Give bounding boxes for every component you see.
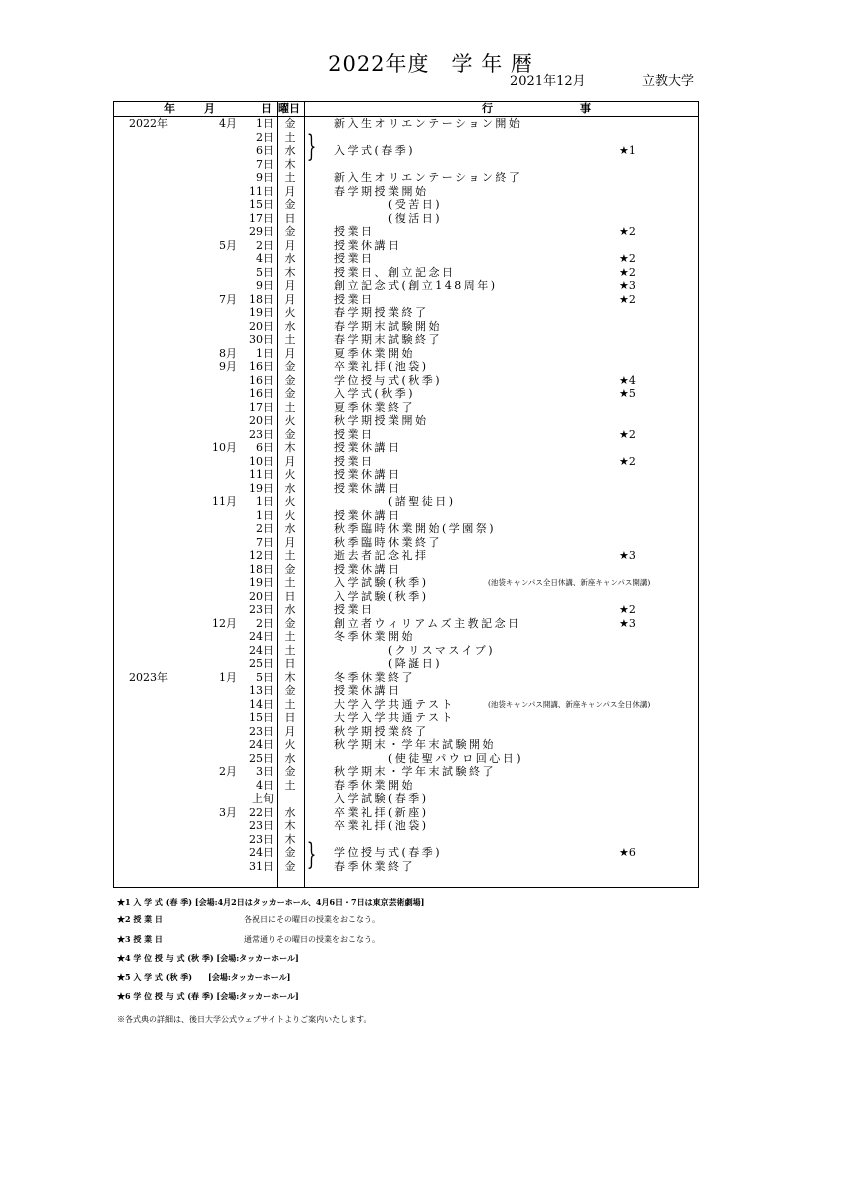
day-cell: 1日: [256, 508, 274, 522]
weekday-cell: 火: [284, 508, 296, 522]
weekday-cell: 木: [284, 832, 296, 846]
table-row: [114, 779, 698, 793]
weekday-cell: 月: [284, 454, 296, 468]
day-cell: 19日: [249, 306, 274, 319]
table-row: [114, 495, 698, 509]
weekday-cell: 金: [284, 117, 296, 130]
table-row: [114, 198, 698, 212]
weekday-cell: 月: [284, 292, 296, 306]
event-cell: (諸聖徒日): [334, 495, 456, 508]
event-cell: 新入生オリエンテーション開始: [334, 117, 523, 130]
footnote-desc: 通常通りその曜日の授業をおこなう。: [244, 935, 380, 944]
header-dow: 曜日: [278, 102, 300, 115]
day-cell: 24日: [249, 643, 274, 657]
table-row: [114, 752, 698, 766]
weekday-cell: 水: [284, 252, 296, 265]
weekday-cell: 月: [284, 184, 296, 198]
year-cell: 2022年: [129, 117, 168, 130]
footnote-label: ★3 授 業 日: [117, 934, 163, 944]
event-cell: 創立者ウィリアムズ主教記念日: [334, 616, 522, 630]
weekday-cell: 金: [284, 765, 296, 778]
table-row: [114, 225, 698, 239]
event-cell: 秋学期授業終了: [334, 724, 429, 738]
weekday-cell: 金: [284, 846, 296, 859]
day-cell: 2日: [256, 522, 274, 535]
star-cell: ★2: [619, 265, 636, 279]
day-cell: 25日: [249, 751, 274, 765]
day-cell: 6日: [256, 441, 274, 454]
brace-mark: }: [306, 837, 317, 872]
event-cell: 入学試験(春季): [334, 792, 429, 805]
header-year: 年: [164, 102, 175, 115]
day-cell: 12日: [249, 549, 274, 562]
footnote-remark: ※各式典の詳細は、後日大学公式ウェブサイトよりご案内いたします。: [117, 1015, 372, 1024]
month-cell: 12月: [212, 616, 237, 630]
month-cell: 7月: [219, 292, 237, 306]
note-cell: (池袋キャンパス開講、新座キャンパス全日休講): [488, 699, 651, 709]
day-cell: 5日: [256, 265, 274, 279]
day-cell: 14日: [249, 697, 274, 711]
event-cell: 冬季休業終了: [334, 670, 415, 684]
event-cell: 授業日: [334, 292, 375, 306]
day-cell: 2日: [256, 616, 274, 630]
star-cell: ★4: [619, 373, 636, 387]
day-cell: 4日: [256, 778, 274, 792]
table-row: [114, 603, 698, 617]
day-cell: 23日: [249, 819, 274, 832]
weekday-cell: 火: [284, 306, 296, 319]
day-cell: 20日: [249, 589, 274, 603]
table-row: [114, 387, 698, 401]
weekday-cell: 水: [284, 805, 296, 819]
day-cell: 15日: [249, 198, 274, 211]
weekday-cell: 木: [284, 670, 296, 684]
table-row: [114, 563, 698, 577]
day-cell: 18日: [249, 292, 274, 306]
day-cell: 18日: [249, 562, 274, 576]
day-cell: 23日: [249, 832, 274, 846]
event-cell: 秋季臨時休業終了: [334, 535, 442, 549]
table-row: [114, 468, 698, 482]
event-cell: 逝去者記念礼拝: [334, 549, 429, 562]
day-cell: 30日: [249, 333, 274, 346]
table-row: [114, 455, 698, 469]
day-cell: 上旬: [252, 792, 274, 805]
day-cell: 11日: [249, 468, 274, 481]
weekday-cell: 土: [284, 778, 296, 792]
star-cell: ★2: [619, 454, 636, 468]
month-cell: 1月: [219, 670, 237, 684]
event-cell: 授業日: [334, 603, 375, 616]
event-cell: 授業休講日: [334, 508, 402, 522]
day-cell: 1日: [256, 346, 274, 360]
star-cell: ★2: [619, 603, 636, 616]
event-cell: 入学試験(秋季): [334, 576, 429, 589]
event-cell: (クリスマスイブ): [334, 643, 496, 657]
weekday-cell: 土: [284, 576, 296, 589]
day-cell: 22日: [249, 805, 274, 819]
day-cell: 16日: [249, 373, 274, 387]
table-row: [114, 819, 698, 833]
table-row: [114, 428, 698, 442]
table-row: [114, 441, 698, 455]
weekday-cell: 金: [284, 373, 296, 387]
star-cell: ★3: [619, 279, 636, 292]
event-cell: 春学期授業開始: [334, 184, 429, 198]
day-cell: 17日: [249, 211, 274, 225]
event-cell: 春学期授業終了: [334, 306, 429, 319]
event-cell: 春学期末試験終了: [334, 333, 442, 346]
footnote-label: ★6 学 位 授 与 式 (春 季) [会場:タッカーホール]: [117, 991, 299, 1001]
event-cell: 春学期末試験開始: [334, 319, 442, 333]
event-cell: 秋季臨時休業開始(学園祭): [334, 522, 497, 535]
weekday-cell: 金: [284, 427, 296, 441]
table-row: [114, 185, 698, 199]
header-event-2: 事: [580, 102, 591, 115]
weekday-cell: 月: [284, 535, 296, 549]
day-cell: 2日: [256, 130, 274, 144]
day-cell: 16日: [249, 360, 274, 373]
table-row: [114, 117, 698, 131]
table-row: [114, 630, 698, 644]
event-cell: 入学式(秋季): [334, 387, 416, 400]
table-row: [114, 333, 698, 347]
table-row: [114, 860, 698, 874]
event-cell: 授業日: [334, 454, 375, 468]
table-row: [114, 131, 698, 145]
weekday-cell: 日: [284, 211, 296, 225]
table-row: [114, 320, 698, 334]
weekday-cell: 火: [284, 468, 296, 481]
table-row: [114, 401, 698, 415]
weekday-cell: 水: [284, 603, 296, 616]
day-cell: 19日: [249, 576, 274, 589]
day-cell: 15日: [249, 711, 274, 724]
day-cell: 10日: [249, 454, 274, 468]
weekday-cell: 土: [284, 643, 296, 657]
star-cell: ★3: [619, 616, 636, 630]
page-title: 2022年度 学 年 暦: [328, 52, 533, 76]
table-header: [114, 102, 698, 117]
event-cell: (使徒聖パウロ回心日): [334, 751, 524, 765]
weekday-cell: 金: [284, 616, 296, 630]
table-row: [114, 833, 698, 847]
day-cell: 9日: [256, 279, 274, 292]
day-cell: 9日: [256, 171, 274, 184]
table-row: [114, 576, 698, 590]
event-cell: 授業休講日: [334, 468, 402, 481]
weekday-cell: 火: [284, 738, 296, 751]
day-cell: 1日: [256, 117, 274, 130]
month-cell: 3月: [219, 805, 237, 819]
event-cell: 大学入学共通テスト: [334, 711, 456, 724]
event-cell: (降誕日): [334, 657, 443, 670]
event-cell: (受苦日): [334, 198, 443, 211]
event-cell: 授業休講日: [334, 238, 402, 252]
table-row: [114, 266, 698, 280]
day-cell: 3日: [256, 765, 274, 778]
event-cell: 入学式(春季): [334, 144, 416, 157]
star-cell: ★2: [619, 292, 636, 306]
table-row: [114, 846, 698, 860]
table-row: [114, 171, 698, 185]
table-row: [114, 144, 698, 158]
weekday-cell: 火: [284, 495, 296, 508]
table-row: [114, 279, 698, 293]
event-cell: 学位授与式(春季): [334, 846, 443, 859]
table-row: [114, 374, 698, 388]
weekday-cell: 土: [284, 630, 296, 643]
day-cell: 20日: [249, 414, 274, 427]
table-row: [114, 738, 698, 752]
weekday-cell: 水: [284, 144, 296, 157]
event-cell: 卒業礼拝(池袋): [334, 819, 429, 832]
event-cell: 授業休講日: [334, 684, 402, 697]
table-row: [114, 671, 698, 685]
weekday-cell: 金: [284, 684, 296, 697]
table-row: [114, 765, 698, 779]
weekday-cell: 土: [284, 549, 296, 562]
table-row: [114, 522, 698, 536]
event-cell: 春季休業開始: [334, 778, 415, 792]
weekday-cell: 火: [284, 414, 296, 427]
event-cell: 学位授与式(秋季): [334, 373, 443, 387]
event-cell: 秋学期末・学年末試験開始: [334, 738, 496, 751]
table-row: [114, 684, 698, 698]
event-cell: 春季休業終了: [334, 859, 415, 873]
weekday-cell: 金: [284, 859, 296, 873]
star-cell: ★2: [619, 225, 636, 238]
day-cell: 5日: [256, 670, 274, 684]
day-cell: 24日: [249, 738, 274, 751]
weekday-cell: 日: [284, 589, 296, 603]
weekday-cell: 金: [284, 360, 296, 373]
event-cell: 授業休講日: [334, 481, 402, 495]
footnote-desc: 各祝日にその曜日の授業をおこなう。: [244, 915, 380, 924]
day-cell: 24日: [249, 846, 274, 859]
brace-mark: }: [306, 129, 317, 164]
table-row: [114, 590, 698, 604]
star-cell: ★5: [619, 387, 636, 400]
month-cell: 8月: [219, 346, 237, 360]
note-cell: (池袋キャンパス全日休講、新座キャンパス開講): [488, 578, 651, 587]
weekday-cell: 水: [284, 481, 296, 495]
weekday-cell: 土: [284, 333, 296, 346]
weekday-cell: 木: [284, 441, 296, 454]
table-row: [114, 482, 698, 496]
event-cell: 授業日: [334, 427, 375, 441]
table-row: [114, 252, 698, 266]
day-cell: 7日: [256, 157, 274, 171]
day-cell: 1日: [256, 495, 274, 508]
day-cell: 23日: [249, 603, 274, 616]
event-cell: 授業日: [334, 225, 375, 238]
day-cell: 2日: [256, 238, 274, 252]
weekday-cell: 金: [284, 387, 296, 400]
weekday-cell: 木: [284, 819, 296, 832]
event-cell: 新入生オリエンテーション終了: [334, 171, 523, 184]
event-cell: 卒業礼拝(新座): [334, 805, 429, 819]
event-cell: 授業日、創立記念日: [334, 265, 456, 279]
day-cell: 23日: [249, 724, 274, 738]
footnote-item: [117, 991, 299, 1002]
footnote-item: [117, 972, 290, 983]
table-row: [114, 617, 698, 631]
header-month: 月: [204, 102, 215, 115]
table-row: [114, 711, 698, 725]
table-row: [114, 360, 698, 374]
month-cell: 11月: [212, 495, 237, 508]
weekday-cell: 月: [284, 346, 296, 360]
month-cell: 5月: [219, 238, 237, 252]
year-cell: 2023年: [129, 670, 168, 684]
issue-date: 2021年12月: [510, 74, 586, 89]
month-cell: 4月: [219, 117, 237, 130]
table-row: [114, 792, 698, 806]
calendar-table: [113, 101, 699, 888]
weekday-cell: 金: [284, 562, 296, 576]
day-cell: 16日: [249, 387, 274, 400]
footnote-label: ★2 授 業 日: [117, 914, 163, 924]
table-row: [114, 806, 698, 820]
table-row: [114, 509, 698, 523]
event-cell: 授業休講日: [334, 562, 402, 576]
weekday-cell: 水: [284, 319, 296, 333]
footnote-item: [117, 914, 380, 925]
day-cell: 19日: [249, 481, 274, 495]
weekday-cell: 土: [284, 400, 296, 414]
day-cell: 13日: [249, 684, 274, 697]
footnote-label: ★1 入 学 式 (春 季) [会場:4月2日はタッカーホール、4月6日・7日は東京芸術劇場]: [117, 897, 425, 907]
weekday-cell: 金: [284, 225, 296, 238]
event-cell: 入学試験(秋季): [334, 589, 429, 603]
star-cell: ★2: [619, 252, 636, 265]
event-cell: 夏季休業開始: [334, 346, 415, 360]
event-cell: 授業日: [334, 252, 375, 265]
weekday-cell: 月: [284, 279, 296, 292]
footnote-item: [117, 934, 380, 945]
star-cell: ★1: [619, 144, 636, 157]
table-row: [114, 725, 698, 739]
weekday-cell: 木: [284, 265, 296, 279]
day-cell: 23日: [249, 427, 274, 441]
weekday-cell: 月: [284, 238, 296, 252]
table-row: [114, 293, 698, 307]
table-row: [114, 239, 698, 253]
day-cell: 6日: [256, 144, 274, 157]
event-cell: 授業休講日: [334, 441, 402, 454]
weekday-cell: 土: [284, 171, 296, 184]
table-row: [114, 414, 698, 428]
table-row: [114, 306, 698, 320]
weekday-cell: 木: [284, 157, 296, 171]
star-cell: ★3: [619, 549, 636, 562]
month-cell: 10月: [212, 441, 237, 454]
day-cell: 31日: [249, 859, 274, 873]
day-cell: 24日: [249, 630, 274, 643]
event-cell: 卒業礼拝(池袋): [334, 360, 429, 373]
table-row: [114, 549, 698, 563]
weekday-cell: 水: [284, 522, 296, 535]
weekday-cell: 水: [284, 751, 296, 765]
event-cell: 大学入学共通テスト: [334, 697, 456, 711]
month-cell: 9月: [219, 360, 237, 373]
weekday-cell: 日: [284, 657, 296, 670]
day-cell: 20日: [249, 319, 274, 333]
event-cell: 冬季休業開始: [334, 630, 415, 643]
event-cell: 創立記念式(創立148周年): [334, 279, 498, 292]
university-name: 立教大学: [642, 74, 695, 89]
event-cell: (復活日): [334, 211, 443, 225]
event-cell: 秋学期末・学年末試験終了: [334, 765, 496, 778]
day-cell: 29日: [249, 225, 274, 238]
day-cell: 17日: [249, 400, 274, 414]
weekday-cell: 日: [284, 711, 296, 724]
table-row: [114, 657, 698, 671]
day-cell: 4日: [256, 252, 274, 265]
star-cell: ★6: [619, 846, 636, 859]
table-row: [114, 644, 698, 658]
footnote-label: ★4 学 位 授 与 式 (秋 季) [会場:タッカーホール]: [117, 953, 299, 963]
event-cell: 夏季休業終了: [334, 400, 415, 414]
footnote-item: [117, 897, 424, 908]
day-cell: 7日: [256, 535, 274, 549]
table-row: [114, 536, 698, 550]
day-cell: 11日: [249, 184, 274, 198]
month-cell: 2月: [219, 765, 237, 778]
table-row: [114, 212, 698, 226]
table-row: [114, 158, 698, 172]
header-event-1: 行: [482, 102, 493, 115]
star-cell: ★2: [619, 427, 636, 441]
weekday-cell: 土: [284, 130, 296, 144]
table-row: [114, 347, 698, 361]
weekday-cell: 月: [284, 724, 296, 738]
footnote-item: [117, 953, 299, 964]
footnote-label: ★5 入 学 式 (秋 季) [会場:タッカーホール]: [117, 972, 291, 982]
day-cell: 25日: [249, 657, 274, 670]
weekday-cell: 土: [284, 697, 296, 711]
event-cell: 秋学期授業開始: [334, 414, 429, 427]
weekday-cell: 金: [284, 198, 296, 211]
header-day: 日: [261, 102, 272, 115]
table-row: [114, 698, 698, 712]
